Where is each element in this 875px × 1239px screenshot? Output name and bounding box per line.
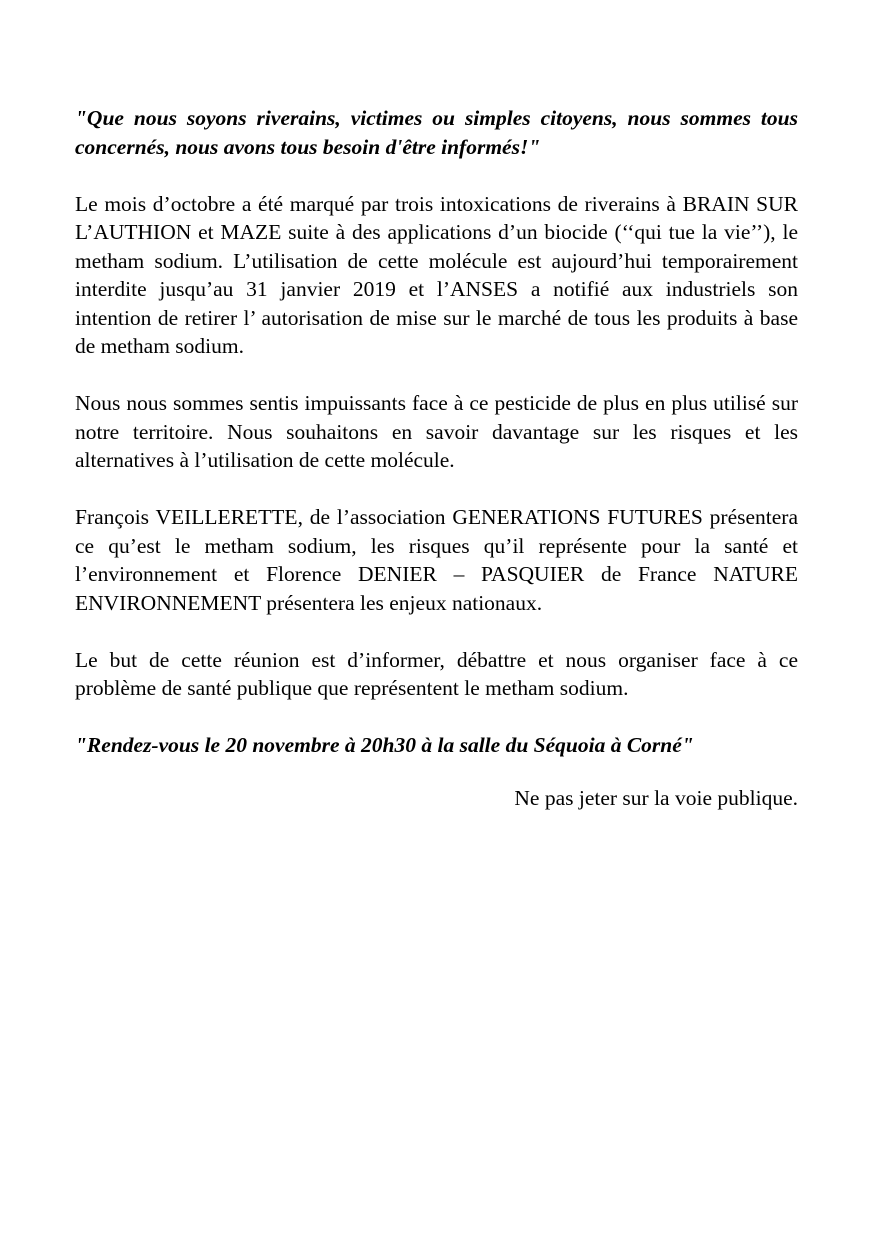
footer-note: Ne pas jeter sur la voie publique. bbox=[514, 785, 798, 810]
paragraph-but-reunion: Le but de cette réunion est d’informer, débattre et nous organiser face à ce problème de santé publique que représentent le metham sodium. bbox=[75, 647, 798, 700]
paragraph-intoxications: Le mois d’octobre a été marqué par trois intoxications de riverains à BRAIN SUR L’AUTHION et MAZE suite à des applications d’un biocide (‘‘qui tue la vie’’), le metham sodium. L’utilisation de cette molécule est aujourd’hui temporairement interdite jusqu’au 31 janvier 2019 et l’ANSES a notifié aux industriels son intention de retirer l’ autorisation de mise sur le marché de tous les produits à base de metham sodium. bbox=[75, 191, 798, 358]
paragraph-impuissants: Nous nous sommes sentis impuissants face à ce pesticide de plus en plus utilisé sur notre territoire. Nous souhaitons en savoir davantage sur les risques et les alternatives à l’utilisation de cette molécule. bbox=[75, 391, 798, 472]
intro-quote: "Que nous soyons riverains, victimes ou simples citoyens, nous sommes tous concernés, nous avons tous besoin d'être informés!" bbox=[75, 106, 798, 159]
paragraph-intervenants: François VEILLERETTE, de l’association GENERATIONS FUTURES présentera ce qu’est le metham sodium, les risques qu’il représente pour la santé et l’environnement et Florence DENIER – PASQUIER de France NATURE ENVIRONNEMENT présentera les enjeux nationaux. bbox=[75, 505, 798, 615]
rendezvous-line: "Rendez-vous le 20 novembre à 20h30 à la salle du Séquoia à Corné" bbox=[75, 733, 694, 757]
document-body bbox=[75, 104, 798, 812]
